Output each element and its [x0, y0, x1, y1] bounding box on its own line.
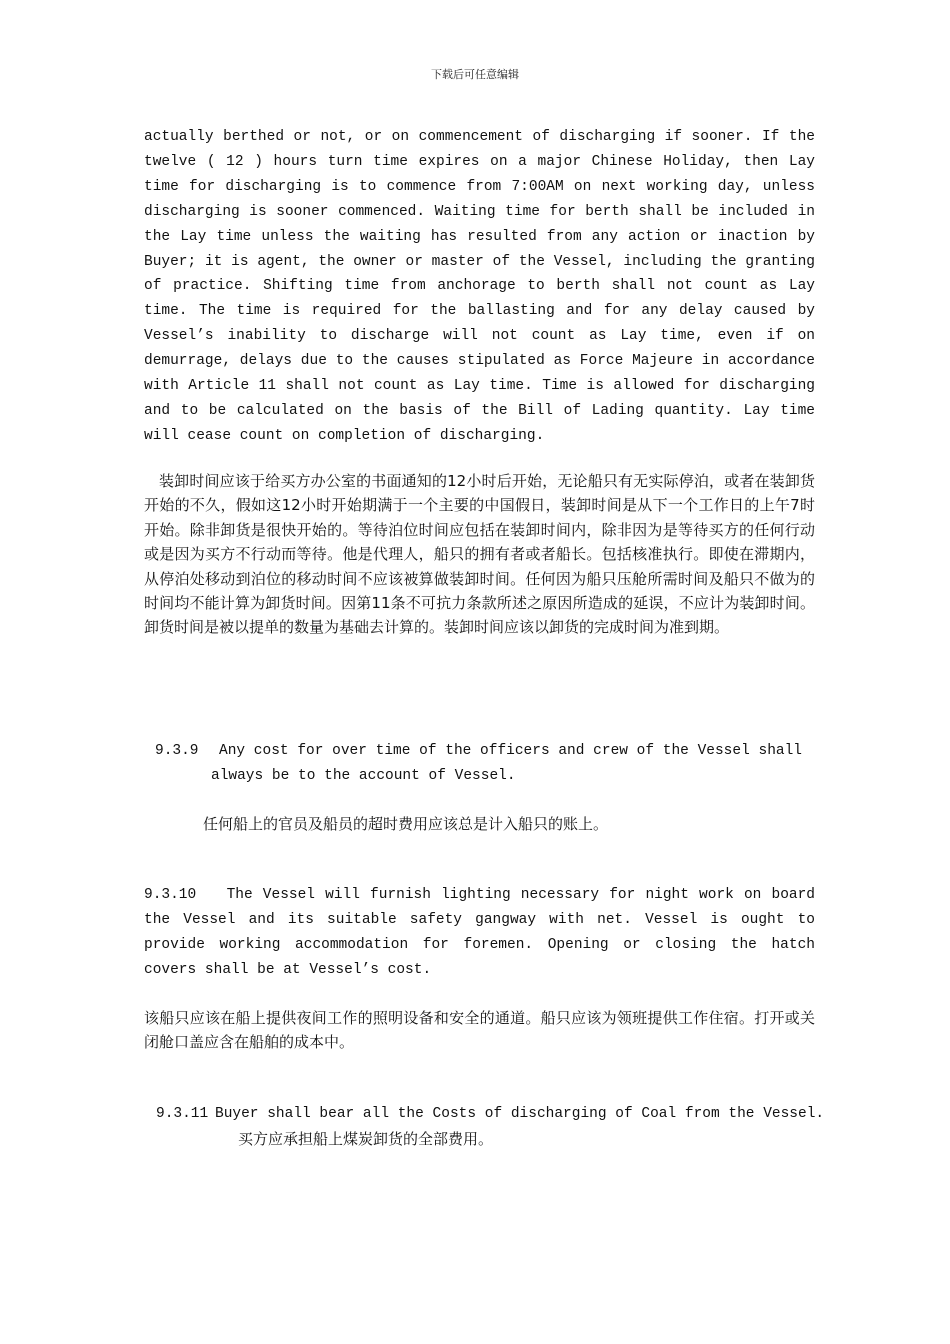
clause-9-3-11-number: 9.3.11 — [156, 1106, 209, 1122]
page-header: 下载后可任意编辑 — [431, 68, 519, 81]
clause-9-3-10-english — [144, 883, 815, 983]
clause-9-3-9-english-line-1: Any cost for over time of the officers and crew of the Vessel shall — [219, 743, 802, 759]
clause-9-3-10-number: 9.3.10 — [144, 887, 197, 903]
clause-9-3-11-chinese: 买方应承担船上煤炭卸货的全部费用。 — [238, 1130, 494, 1148]
clause-9-3-9-english-line-2: always be to the account of Vessel. — [211, 768, 516, 784]
clause-9-3-9-number: 9.3.9 — [155, 743, 199, 759]
clause-9-3-10-english-text: The Vessel will furnish lighting necessary for night work on board the Vessel and its suitable safety gangway with net. Vessel is ought to provide working accommodation for foremen. Opening or closing the hatch covers shall be at Vessel’s cost. — [144, 887, 816, 978]
laytime-chinese-paragraph: 装卸时间应该于给买方办公室的书面通知的12小时后开始，无论船只有无实际停泊，或者在装卸货开始的不久，假如这12小时开始期满于一个主要的中国假日，装卸时间是从下一个工作日的上午7时开始。除非卸货是很快开始的。等待泊位时间应包括在装卸时间内，除非因为是等待买方的任何行动或是因为买方不行动而等待。他是代理人，船只的拥有者或者船长。包括核准执行。即使在滞期内，从停泊处移动到泊位的移动时间不应该被算做装卸时间。任何因为船只压舱所需时间及船只不做为的时间均不能计算为卸货时间。因第11条不可抗力条款所述之原因所造成的延误，不应计为装卸时间。卸货时间是被以提单的数量为基础去计算的。装卸时间应该以卸货的完成时间为准到期。 — [144, 472, 815, 637]
clause-9-3-10-chinese: 该船只应该在船上提供夜间工作的照明设备和安全的通道。船只应该为领班提供工作住宿。打开或关闭舱口盖应含在船舶的成本中。 — [144, 1009, 815, 1052]
laytime-english-paragraph: actually berthed or not, or on commencement of discharging if sooner. If the twelve ( 12 ) hours turn time expires on a major Chinese Holiday, then Lay time for discharging is to commence from 7:00AM on next working day, unless discharging is sooner commenced. Waiting time for berth shall be included in the Lay time unless the waiting has resulted from any action or inaction by Buyer; it is agent, the owner or master of the Vessel, including the granting of practice. Shifting time from anchorage to berth shall not count as Lay time. The time is required for the ballasting and for any delay caused by Vessel’s inability to discharge will not count as Lay time, even if on demurrage, delays due to the causes stipulated as Force Majeure in accordance with Article 11 shall not count as Lay time. Time is allowed for discharging and to be calculated on the basis of the Bill of Lading quantity. Lay time will cease count on completion of discharging. — [144, 129, 815, 444]
clause-9-3-11-english: Buyer shall bear all the Costs of discharging of Coal from the Vessel. — [215, 1106, 825, 1122]
clause-9-3-9-chinese: 任何船上的官员及船员的超时费用应该总是计入船只的账上。 — [203, 815, 609, 833]
